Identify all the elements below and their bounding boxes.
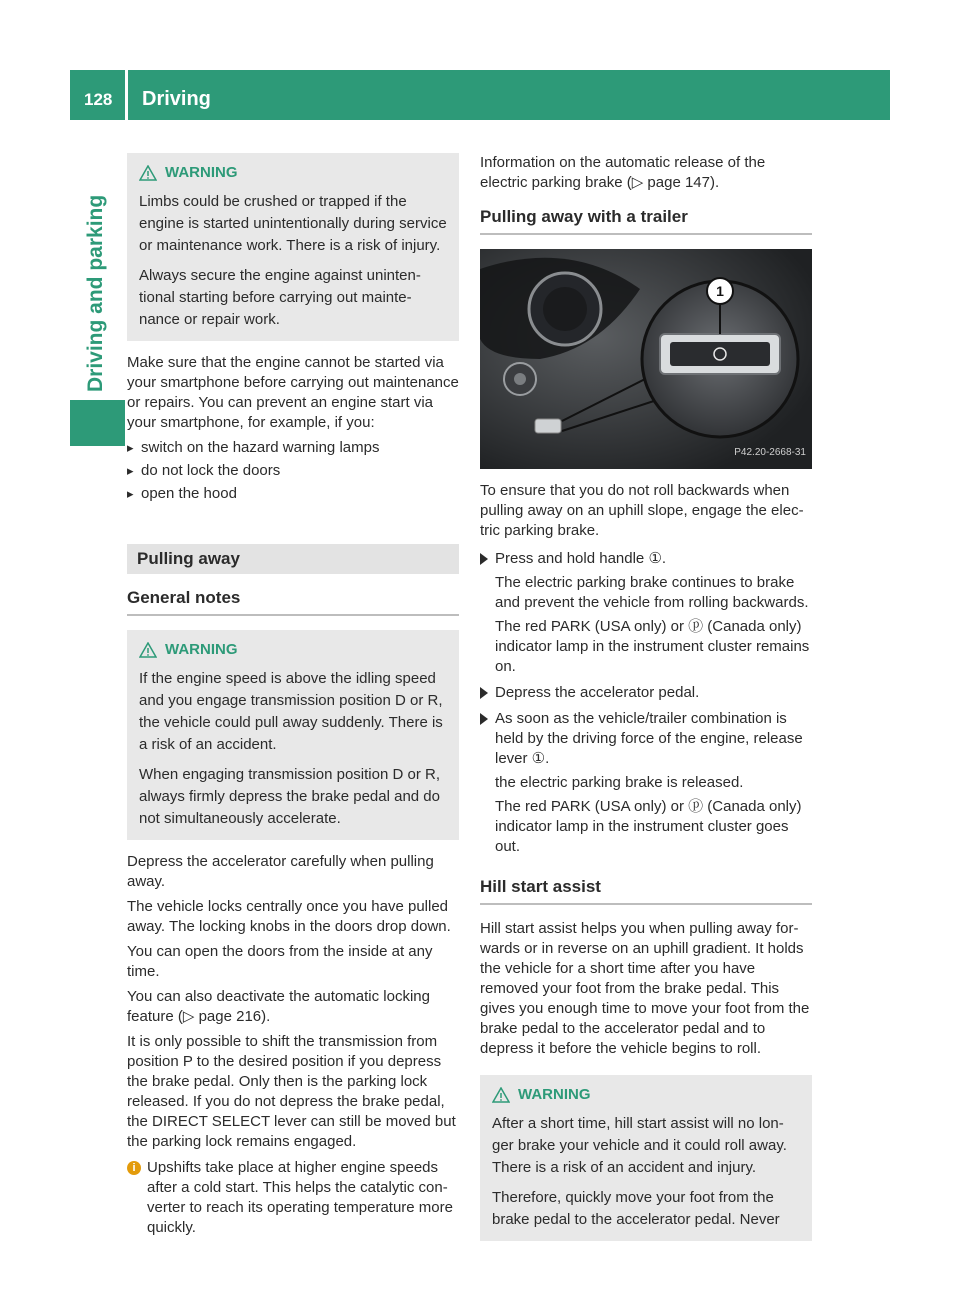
paragraph: The vehicle locks centrally once you have pulled away. The locking knobs in the doors drop down.: [127, 898, 451, 935]
list-item: ▸ open the hood: [127, 484, 459, 504]
step-note: The red PARK (USA only) or ⓟ (Canada only) indicator lamp in the instrument cluster remains on.: [495, 618, 810, 675]
warning-text: When engaging transmission position D or R, always firmly depress the brake pedal and do not simultaneously accelerate.: [139, 766, 440, 827]
bullet-list: [127, 438, 459, 504]
warning-text: After a short time, hill start assist will no longer brake your vehicle and it could roll away. There is a risk of an accident and injury.: [492, 1115, 787, 1176]
paragraph: You can also deactivate the automatic locking feature (▷ page 216).: [127, 988, 430, 1025]
step-result: the electric parking brake is released.: [495, 774, 744, 791]
list-item: ▸ switch on the hazard warning lamps: [127, 438, 459, 458]
warning-triangle-icon: [139, 642, 157, 658]
page-number: 128: [84, 90, 113, 109]
paragraph: It is only possible to shift the transmission from position P to the desired position if you depress the brake pedal. Only then is the parking lock released. If you do not depress the brake pedal, the DIRECT SELECT lever can still be moved but the parking lock remains engaged.: [127, 1033, 456, 1150]
chapter-label: Driving and parking: [84, 194, 107, 392]
right-column: [480, 153, 812, 1253]
warning-text: Therefore, quickly move your foot from the brake pedal to the accelerator pedal. Never: [492, 1189, 780, 1228]
header-separator: [125, 70, 128, 120]
warning-triangle-icon: [492, 1087, 510, 1103]
step-item: [480, 709, 812, 857]
intro-paragraph: Make sure that the engine cannot be started via your smartphone before carrying out maintenance or repairs. You can prevent an engine start via your smartphone, for example, if you:: [127, 354, 459, 431]
list-item: ▸ do not lock the doors: [127, 461, 459, 481]
warning-box-3: [480, 1075, 812, 1241]
warning-title: WARNING: [165, 164, 238, 181]
step-arrow-icon: [480, 687, 488, 699]
subsection-heading: Hill start assist: [480, 877, 812, 905]
subsection-heading: Pulling away with a trailer: [480, 207, 812, 235]
paragraph: Depress the accelerator carefully when pulling away.: [127, 853, 434, 890]
warning-triangle-icon: [139, 165, 157, 181]
section-heading: Pulling away: [127, 544, 459, 574]
step-arrow-icon: [480, 553, 488, 565]
paragraph: Information on the automatic release of the electric parking brake (▷ page 147).: [480, 154, 766, 191]
page-title: Driving: [142, 88, 211, 110]
step-result: The electric parking brake continues to brake and prevent the vehicle from rolling backwards.: [495, 574, 809, 611]
step-item: [480, 549, 812, 677]
warning-text: If the engine speed is above the idling speed and you engage transmission position D or R, the vehicle could pull away suddenly. There is a risk of an accident.: [139, 670, 443, 753]
figure-code: P42.20-2668-31: [734, 447, 806, 458]
info-icon: i: [127, 1161, 141, 1175]
dashboard-illustration: [480, 249, 812, 469]
warning-title: WARNING: [518, 1086, 591, 1103]
step-text: Press and hold handle ①.: [495, 550, 667, 567]
header-bar: [70, 70, 890, 120]
side-tab-marker: [70, 400, 125, 446]
paragraph: You can open the doors from the inside at any time.: [127, 943, 433, 980]
step-note: The red PARK (USA only) or ⓟ (Canada only) indicator lamp in the instrument cluster goes out.: [495, 798, 802, 855]
subsection-heading: General notes: [127, 588, 459, 616]
info-text: Upshifts take place at higher engine speeds after a cold start. This helps the catalytic converter to reach its operating temperature more quickly.: [147, 1159, 453, 1236]
callout-number: 1: [716, 283, 724, 299]
step-arrow-icon: [480, 713, 488, 725]
paragraph: Hill start assist helps you when pulling away forwards or in reverse on an uphill gradient. It holds the vehicle for a short time after you have removed your foot from the brake pedal. This gives you enough time to move your foot from the brake pedal to the accelerator pedal and to depress it before the vehicle begins to roll.: [480, 920, 810, 1057]
warning-title: WARNING: [165, 641, 238, 658]
warning-text: Limbs could be crushed or trapped if the engine is started unintentionally during service or maintenance work. There is a risk of injury.: [139, 193, 447, 254]
parking-brake-photo: [480, 249, 812, 469]
step-list: [480, 549, 812, 857]
step-text: Depress the accelerator pedal.: [495, 684, 700, 701]
warning-box-2: [127, 630, 459, 840]
info-note: [127, 1158, 459, 1238]
paragraph: To ensure that you do not roll backwards when pulling away on an uphill slope, engage the electric parking brake.: [480, 482, 804, 539]
left-column: [127, 153, 459, 1238]
step-text: As soon as the vehicle/trailer combination is held by the driving force of the engine, release lever ①.: [495, 710, 803, 767]
warning-text: Always secure the engine against unintentional starting before carrying out maintenance or repair work.: [139, 267, 421, 328]
warning-box-1: [127, 153, 459, 341]
step-item: [480, 683, 812, 703]
